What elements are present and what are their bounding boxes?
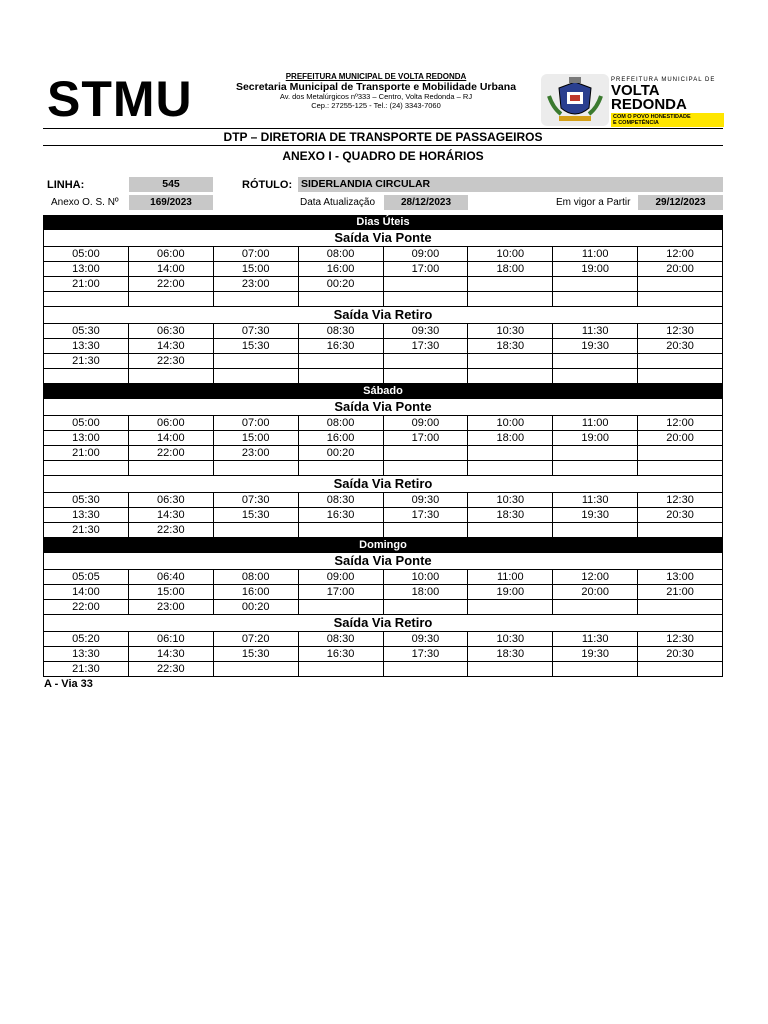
time-cell [553,369,638,384]
time-cell: 21:00 [44,446,129,461]
time-cell: 20:30 [638,647,723,662]
prefeitura-volta-redonda-logo: PREFEITURA MUNICIPAL DE VOLTA REDONDA COM O POVO HONESTIDADE E COMPETÊNCIA [611,76,724,126]
time-cell [468,446,553,461]
day-banner: Dias Úteis [43,215,723,230]
time-cell: 10:30 [468,493,553,508]
time-cell: 13:00 [44,262,129,277]
day-banner: Domingo [43,538,723,553]
time-cell: 20:00 [638,262,723,277]
time-cell: 06:30 [128,324,213,339]
time-cell: 10:00 [383,570,468,585]
time-cell: 11:30 [553,324,638,339]
time-cell: 11:00 [468,570,553,585]
data-atualizacao-label: Data Atualização [300,197,376,208]
time-cell: 07:00 [213,416,298,431]
schedule-table [43,215,723,677]
time-cell [638,369,723,384]
time-cell: 15:30 [213,339,298,354]
time-cell [553,461,638,476]
time-cell: 23:00 [213,277,298,292]
time-cell: 23:00 [128,600,213,615]
times-grid [43,415,723,476]
time-cell [638,461,723,476]
time-cell: 06:30 [128,493,213,508]
time-cell: 10:30 [468,632,553,647]
time-cell: 15:00 [213,431,298,446]
time-cell: 14:00 [128,431,213,446]
time-cell: 20:00 [553,585,638,600]
time-cell [468,461,553,476]
em-vigor-value: 29/12/2023 [638,195,723,210]
time-cell: 17:30 [383,647,468,662]
time-cell: 19:30 [553,508,638,523]
route-title: Saída Via Ponte [43,399,723,415]
footnote: A - Via 33 [44,678,93,690]
anexo-value: 169/2023 [129,195,213,210]
times-grid [43,492,723,538]
time-cell [638,600,723,615]
time-cell: 15:30 [213,508,298,523]
time-cell: 12:00 [553,570,638,585]
table-row [44,354,723,369]
day-banner: Sábado [43,384,723,399]
time-cell: 07:00 [213,247,298,262]
table-row [44,461,723,476]
time-cell: 09:00 [383,416,468,431]
time-cell: 11:30 [553,493,638,508]
time-cell: 06:40 [128,570,213,585]
time-cell: 10:30 [468,324,553,339]
table-row [44,292,723,307]
document-subtitle: ANEXO I - QUADRO DE HORÁRIOS [282,149,484,163]
time-cell [298,292,383,307]
time-cell [553,292,638,307]
time-cell: 17:00 [383,431,468,446]
contact-line: Cep.: 27255-125 - Tel.: (24) 3343-7060 [311,100,441,110]
route-title: Saída Via Ponte [43,553,723,569]
title-divider [43,145,723,146]
table-row [44,570,723,585]
time-cell [383,277,468,292]
time-cell: 22:30 [128,523,213,538]
time-cell [638,277,723,292]
time-cell [128,369,213,384]
time-cell [383,523,468,538]
anexo-label: Anexo O. S. Nº [51,197,119,208]
time-cell: 13:00 [638,570,723,585]
time-cell: 19:30 [553,647,638,662]
time-cell [213,523,298,538]
document-header [43,72,723,128]
time-cell [553,277,638,292]
time-cell [468,662,553,677]
time-cell: 08:30 [298,493,383,508]
time-cell: 12:30 [638,632,723,647]
time-cell: 13:00 [44,431,129,446]
time-cell [638,292,723,307]
time-cell [468,277,553,292]
time-cell [383,446,468,461]
time-cell: 17:00 [383,262,468,277]
city-seal-icon [541,74,609,126]
time-cell: 18:30 [468,647,553,662]
time-cell [213,292,298,307]
time-cell: 05:00 [44,416,129,431]
time-cell: 13:30 [44,339,129,354]
time-cell: 06:00 [128,247,213,262]
times-grid [43,569,723,615]
time-cell [553,523,638,538]
time-cell: 13:30 [44,508,129,523]
table-row [44,632,723,647]
route-title: Saída Via Retiro [43,476,723,492]
time-cell: 22:00 [44,600,129,615]
route-title: Saída Via Ponte [43,230,723,246]
table-row [44,585,723,600]
time-cell [298,600,383,615]
rotulo-label: RÓTULO: [242,179,293,191]
time-cell [468,292,553,307]
time-cell [383,600,468,615]
time-cell: 18:30 [468,508,553,523]
time-cell: 22:30 [128,662,213,677]
time-cell: 21:00 [44,277,129,292]
time-cell: 08:00 [298,416,383,431]
time-cell: 09:30 [383,632,468,647]
table-row [44,523,723,538]
time-cell: 14:00 [44,585,129,600]
time-cell: 21:00 [638,585,723,600]
time-cell: 16:00 [298,431,383,446]
time-cell: 09:30 [383,324,468,339]
time-cell: 21:30 [44,354,129,369]
time-cell: 16:30 [298,647,383,662]
time-cell: 06:00 [128,416,213,431]
time-cell [44,369,129,384]
time-cell: 19:00 [553,262,638,277]
time-cell: 20:00 [638,431,723,446]
time-cell: 22:30 [128,354,213,369]
time-cell [44,461,129,476]
time-cell: 09:00 [298,570,383,585]
time-cell: 14:30 [128,508,213,523]
time-cell [213,369,298,384]
time-cell: 18:30 [468,339,553,354]
time-cell [383,292,468,307]
time-cell: 09:00 [383,247,468,262]
time-cell [298,461,383,476]
prefeitura-line: PREFEITURA MUNICIPAL DE VOLTA REDONDA [285,72,467,81]
time-cell: 15:30 [213,647,298,662]
table-row [44,493,723,508]
table-row [44,324,723,339]
time-cell: 08:00 [213,570,298,585]
table-row [44,662,723,677]
time-cell: 09:30 [383,493,468,508]
time-cell: 00:20 [298,446,383,461]
stmu-logo: STMU [47,71,193,127]
em-vigor-label: Em vigor a Partir [556,197,631,208]
time-cell [298,369,383,384]
time-cell: 16:30 [298,508,383,523]
table-row [44,647,723,662]
time-cell: 15:00 [213,262,298,277]
time-cell: 06:10 [128,632,213,647]
time-cell: 16:00 [298,262,383,277]
address-line: Av. dos Metalúrgicos nº333 – Centro, Volta Redonda – RJ [279,92,473,102]
linha-label: LINHA: [47,179,85,191]
times-grid [43,631,723,677]
time-cell: 08:30 [298,324,383,339]
time-cell: 16:00 [213,585,298,600]
time-cell: 07:30 [213,324,298,339]
time-cell [383,662,468,677]
time-cell: 18:00 [468,431,553,446]
time-cell [298,523,383,538]
time-cell: 15:00 [128,585,213,600]
time-cell: 05:00 [44,247,129,262]
time-cell: 22:00 [128,277,213,292]
time-cell [383,369,468,384]
table-row [44,508,723,523]
header-divider [43,128,723,129]
time-cell: 12:30 [638,324,723,339]
time-cell: 12:00 [638,416,723,431]
time-cell [553,446,638,461]
time-cell: 17:30 [383,508,468,523]
time-cell [213,662,298,677]
time-cell: 00:20 [298,277,383,292]
time-cell: 00:20 [213,600,298,615]
table-row [44,277,723,292]
table-row [44,446,723,461]
time-cell: 12:30 [638,493,723,508]
table-row [44,247,723,262]
time-cell [553,662,638,677]
time-cell [638,354,723,369]
time-cell [298,354,383,369]
time-cell: 19:00 [468,585,553,600]
time-cell: 21:30 [44,662,129,677]
time-cell [553,600,638,615]
time-cell: 14:30 [128,339,213,354]
document-title: DTP – DIRETORIA DE TRANSPORTE DE PASSAGEIROS [223,130,543,144]
table-row [44,431,723,446]
table-row [44,416,723,431]
time-cell: 22:00 [128,446,213,461]
time-cell: 10:00 [468,247,553,262]
time-cell [383,461,468,476]
time-cell: 07:20 [213,632,298,647]
rotulo-value: SIDERLANDIA CIRCULAR [298,177,723,192]
time-cell: 05:30 [44,493,129,508]
time-cell [468,600,553,615]
secretaria-line: Secretaria Municipal de Transporte e Mobilidade Urbana [235,81,517,94]
time-cell: 12:00 [638,247,723,262]
time-cell [468,523,553,538]
time-cell: 08:00 [298,247,383,262]
time-cell [128,461,213,476]
time-cell: 20:30 [638,339,723,354]
time-cell [638,446,723,461]
time-cell: 05:20 [44,632,129,647]
table-row [44,600,723,615]
time-cell [213,354,298,369]
time-cell [383,354,468,369]
time-cell [468,369,553,384]
time-cell: 07:30 [213,493,298,508]
route-title: Saída Via Retiro [43,615,723,631]
route-title: Saída Via Retiro [43,307,723,323]
times-grid [43,323,723,384]
time-cell: 14:30 [128,647,213,662]
times-grid [43,246,723,307]
time-cell: 17:00 [298,585,383,600]
time-cell: 18:00 [468,262,553,277]
time-cell: 05:05 [44,570,129,585]
time-cell: 11:00 [553,416,638,431]
time-cell: 17:30 [383,339,468,354]
organization-block [211,72,541,111]
linha-value: 545 [129,177,213,192]
time-cell [298,662,383,677]
time-cell: 14:00 [128,262,213,277]
time-cell [468,354,553,369]
time-cell: 11:00 [553,247,638,262]
time-cell [638,662,723,677]
table-row [44,369,723,384]
time-cell [128,292,213,307]
time-cell: 05:30 [44,324,129,339]
time-cell: 19:30 [553,339,638,354]
time-cell [638,523,723,538]
time-cell [553,354,638,369]
time-cell: 19:00 [553,431,638,446]
data-atualizacao-value: 28/12/2023 [384,195,468,210]
time-cell: 18:00 [383,585,468,600]
table-row [44,339,723,354]
time-cell: 10:00 [468,416,553,431]
time-cell [213,461,298,476]
time-cell: 21:30 [44,523,129,538]
time-cell [44,292,129,307]
time-cell: 08:30 [298,632,383,647]
table-row [44,262,723,277]
time-cell: 13:30 [44,647,129,662]
time-cell: 23:00 [213,446,298,461]
time-cell: 11:30 [553,632,638,647]
time-cell: 20:30 [638,508,723,523]
time-cell: 16:30 [298,339,383,354]
